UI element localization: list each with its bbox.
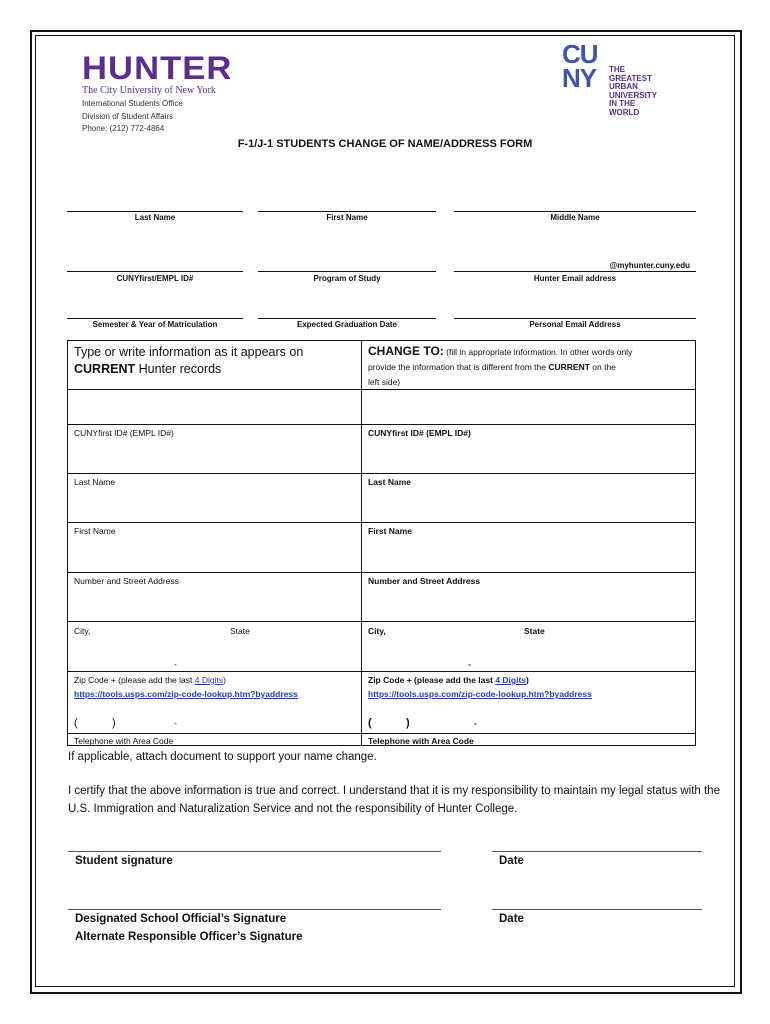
table-header-current bbox=[74, 344, 354, 378]
first-name-label: First Name bbox=[326, 213, 368, 222]
change-to-instructions-2c: on the bbox=[592, 362, 616, 372]
cuny-tagline bbox=[609, 66, 657, 117]
current-zip-text: Zip Code + (please add the last bbox=[74, 675, 193, 685]
last-name-label: Last Name bbox=[134, 213, 176, 222]
attach-note: If applicable, attach document to support your name change. bbox=[68, 751, 377, 763]
hunter-logo-subtitle: The City University of New York bbox=[82, 85, 216, 96]
current-first-name-label: First Name bbox=[74, 526, 116, 536]
current-header-rest: Hunter records bbox=[138, 362, 222, 376]
change-zip-dash: - bbox=[468, 659, 471, 669]
last-name-line[interactable] bbox=[67, 211, 243, 212]
cunyfirst-label: CUNYfirst/EMPL ID# bbox=[116, 274, 194, 283]
cuny-logo bbox=[562, 39, 658, 117]
current-phone-paren-open: ( bbox=[74, 717, 78, 729]
change-state-label: State bbox=[524, 626, 545, 636]
hunter-logo bbox=[82, 50, 233, 96]
hunter-email-label: Hunter Email address bbox=[533, 274, 617, 283]
cuny-tagline-line: IN THE WORLD bbox=[609, 99, 640, 117]
semester-line[interactable] bbox=[67, 318, 243, 319]
semester-label: Semester & Year of Matriculation bbox=[92, 320, 218, 329]
change-to-instructions-1: (fill in appropriate information. In other words only bbox=[446, 347, 633, 357]
office-name: International Students Office bbox=[82, 99, 183, 108]
change-to-instructions-3: left side) bbox=[368, 377, 401, 387]
program-label: Program of Study bbox=[313, 274, 381, 283]
change-to-instructions-2: provide the information that is different from the bbox=[368, 362, 546, 372]
program-line[interactable] bbox=[258, 271, 436, 272]
current-blank-field[interactable] bbox=[68, 390, 360, 423]
change-cunyfirst-label: CUNYfirst ID# (EMPL ID#) bbox=[368, 428, 471, 438]
current-phone-dash: - bbox=[174, 718, 177, 728]
table-header-change-to bbox=[368, 344, 688, 390]
aro-signature-label: Alternate Responsible Officer’s Signature bbox=[75, 931, 303, 943]
table-row-divider bbox=[67, 621, 696, 622]
form-title: F-1/J-1 STUDENTS CHANGE OF NAME/ADDRESS FORM bbox=[237, 138, 533, 150]
cuny-tagline-line: THE GREATEST bbox=[609, 65, 652, 83]
table-row-divider bbox=[67, 522, 696, 523]
current-last-name-label: Last Name bbox=[74, 477, 116, 487]
current-zip-close: ) bbox=[223, 675, 226, 685]
table-row-divider bbox=[67, 733, 696, 734]
change-usps-link[interactable] bbox=[368, 689, 592, 699]
middle-name-label: Middle Name bbox=[550, 213, 600, 222]
table-row-divider bbox=[67, 473, 696, 474]
student-date-label: Date bbox=[499, 855, 524, 867]
middle-name-line[interactable] bbox=[454, 211, 696, 212]
change-last-name-label: Last Name bbox=[368, 477, 411, 487]
change-zip-close: ) bbox=[526, 675, 529, 685]
current-usps-link[interactable] bbox=[74, 689, 298, 699]
official-date-label: Date bbox=[499, 913, 524, 925]
personal-email-line[interactable] bbox=[454, 318, 696, 319]
change-to-title: CHANGE TO bbox=[368, 344, 440, 358]
hunter-email-domain: @myhunter.cuny.edu bbox=[609, 261, 690, 270]
change-to-current-bold: CURRENT bbox=[548, 362, 590, 372]
graduation-label: Expected Graduation Date bbox=[296, 320, 398, 329]
personal-email-label: Personal Email Address bbox=[529, 320, 621, 329]
change-blank-field[interactable] bbox=[362, 390, 695, 423]
current-city-label: City, bbox=[74, 626, 91, 636]
hunter-logo-word: HUNTER bbox=[82, 50, 233, 86]
current-header-bold: CURRENT bbox=[74, 362, 136, 376]
cuny-logo-ny: NY bbox=[562, 63, 597, 93]
cuny-tagline-line: URBAN UNIVERSITY bbox=[609, 82, 658, 100]
current-header-line1: Type or write information as it appears on bbox=[74, 345, 304, 359]
hunter-email-line[interactable] bbox=[454, 271, 696, 272]
cuny-logo-letters bbox=[562, 39, 598, 93]
office-division: Division of Student Affairs bbox=[82, 111, 174, 121]
table-row-divider bbox=[67, 424, 696, 425]
change-phone-dash: - bbox=[474, 718, 477, 728]
change-phone-label: Telephone with Area Code bbox=[368, 736, 474, 746]
dso-signature-label: Designated School Official’s Signature bbox=[75, 913, 287, 925]
office-info bbox=[82, 98, 183, 136]
current-state-label: State bbox=[230, 626, 250, 636]
change-zip-digits-link[interactable]: 4 Digits bbox=[495, 675, 527, 685]
table-row-divider bbox=[67, 671, 696, 672]
change-zip-text: Zip Code + (please add the last bbox=[368, 675, 493, 685]
current-phone-paren-close: ) bbox=[112, 717, 116, 729]
current-phone-label: Telephone with Area Code bbox=[74, 736, 174, 746]
current-zip-dash: - bbox=[174, 659, 177, 669]
current-usps-link-text[interactable]: https://tools.usps.com/zip-code-lookup.htm?byaddress bbox=[74, 689, 298, 699]
change-phone-paren-open: ( bbox=[368, 717, 372, 729]
change-first-name-label: First Name bbox=[368, 526, 412, 536]
first-name-line[interactable] bbox=[258, 211, 436, 212]
current-zip-digits-link[interactable]: 4 Digits bbox=[194, 675, 224, 685]
current-cunyfirst-label: CUNYfirst ID# (EMPL ID#) bbox=[74, 428, 174, 438]
change-phone-paren-close: ) bbox=[406, 717, 410, 729]
change-zip-label bbox=[368, 675, 529, 685]
graduation-line[interactable] bbox=[258, 318, 436, 319]
current-street-label: Number and Street Address bbox=[74, 576, 179, 586]
change-street-label: Number and Street Address bbox=[368, 576, 481, 586]
table-row-divider bbox=[67, 572, 696, 573]
office-phone: Phone: (212) 772-4864 bbox=[82, 124, 165, 133]
certify-statement: I certify that the above information is true and correct. I understand that it is my responsibility to maintain my legal status with the U.S. Immigration and Naturalization Service and not the responsibility of Hunter College. bbox=[68, 785, 720, 815]
cunyfirst-line[interactable] bbox=[67, 271, 243, 272]
student-signature-label: Student signature bbox=[75, 855, 173, 867]
cuny-logo-cu: CU bbox=[562, 39, 598, 69]
change-city-label: City, bbox=[368, 626, 386, 636]
current-zip-label bbox=[74, 675, 226, 685]
change-to-colon: : bbox=[439, 344, 444, 358]
change-usps-link-text[interactable]: https://tools.usps.com/zip-code-lookup.htm?byaddress bbox=[368, 689, 592, 699]
